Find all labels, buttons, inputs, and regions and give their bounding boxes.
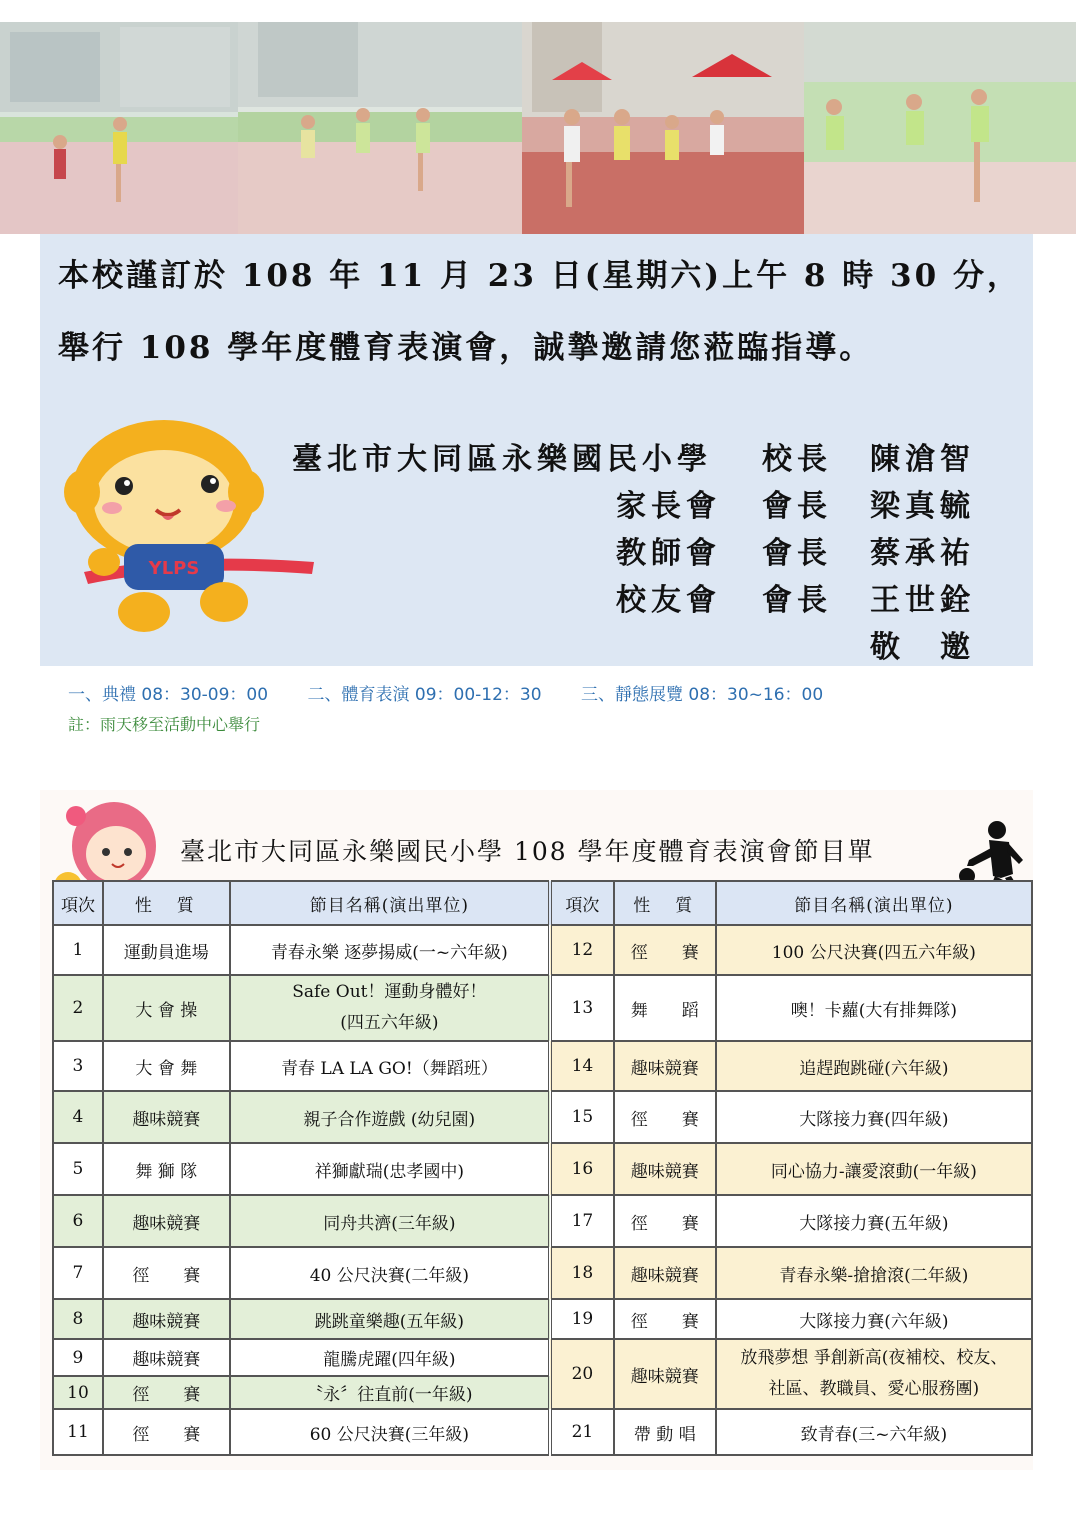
item-type: 趣味競賽: [614, 1247, 716, 1299]
item-no: 11: [53, 1409, 103, 1455]
table-row: [53, 1041, 1032, 1091]
item-type: 趣味競賽: [103, 1299, 230, 1339]
header-type-right: 性 質: [614, 881, 716, 925]
item-type: 徑 賽: [614, 1195, 716, 1247]
photo-runners-1: [0, 22, 238, 234]
invitation-purpose-line: 舉行 108 學年度體育表演會，誠摯邀請您蒞臨指導。: [58, 330, 874, 366]
item-name: 噢！卡蘿(大有排舞隊): [716, 975, 1032, 1041]
monkey-mascot-icon: [64, 412, 324, 652]
table-row: [53, 1299, 1032, 1339]
item-name: 同舟共濟(三年級): [230, 1195, 550, 1247]
item-type: 舞 獅 隊: [103, 1143, 230, 1195]
program-title: 臺北市大同區永樂國民小學 108 學年度體育表演會節目單: [180, 837, 875, 866]
header-type-left: 性 質: [103, 881, 230, 925]
table-row: [53, 925, 1032, 975]
item-name: 青春永樂-搶搶滾(二年級): [716, 1247, 1032, 1299]
item-no: 1: [53, 925, 103, 975]
header-no-left: 項次: [53, 881, 103, 925]
schedule-item-ceremony: 一、典禮 08：30-09：00: [68, 685, 269, 705]
item-name: Safe Out！運動身體好！: [292, 982, 487, 1002]
item-type: 徑 賽: [103, 1376, 230, 1409]
item-name: 放飛夢想 爭創新高(夜補校、校友、: [740, 1348, 1008, 1368]
signature-school-name: 陳滄智: [870, 442, 975, 477]
item-name: 60 公尺決賽(三年級): [230, 1409, 550, 1455]
item-name: 致青春(三~六年級): [716, 1409, 1032, 1455]
item-name: 追趕跑跳碰(六年級): [716, 1041, 1032, 1091]
photo-runners-3: [804, 22, 1076, 234]
item-no: 16: [550, 1143, 614, 1195]
item-type: 趣味競賽: [614, 1143, 716, 1195]
invitation-date-line: 本校謹訂於 108 年 11 月 23 日(星期六)上午 8 時 30 分，: [58, 258, 1021, 294]
item-name: 同心協力-讓愛滾動(一年級): [716, 1143, 1032, 1195]
item-no: 9: [53, 1339, 103, 1376]
item-name: 跳跳童樂趣(五年級): [230, 1299, 550, 1339]
item-type: 徑 賽: [103, 1409, 230, 1455]
table-row: [53, 1195, 1032, 1247]
signature-teachers-org: 教師會: [616, 536, 721, 571]
item-type: 徑 賽: [614, 1091, 716, 1143]
mascot-shirt-text: YLPS: [148, 558, 200, 579]
item-name: 青春 LA LA GO!（舞蹈班）: [230, 1041, 550, 1091]
item-no: 10: [53, 1376, 103, 1409]
signature-school-role: 校長: [762, 442, 832, 477]
item-no: 5: [53, 1143, 103, 1195]
item-no: 21: [550, 1409, 614, 1455]
item-type: 徑 賽: [614, 925, 716, 975]
signature-school-org: 臺北市大同區永樂國民小學: [292, 442, 712, 477]
header-name-left: 節目名稱(演出單位): [230, 881, 550, 925]
item-no: 6: [53, 1195, 103, 1247]
item-type: 趣味競賽: [103, 1091, 230, 1143]
item-type: 趣味競賽: [103, 1195, 230, 1247]
schedule-line: [68, 680, 857, 705]
item-no: 17: [550, 1195, 614, 1247]
item-type: 趣味競賽: [614, 1041, 716, 1091]
item-name: 龍騰虎躍(四年級): [230, 1339, 550, 1376]
signature-alumni-name: 王世銓: [870, 583, 975, 618]
item-name: 青春永樂 逐夢揚威(一~六年級): [230, 925, 550, 975]
item-no: 3: [53, 1041, 103, 1091]
item-no: 7: [53, 1247, 103, 1299]
header-no-right: 項次: [550, 881, 614, 925]
item-type: 帶 動 唱: [614, 1409, 716, 1455]
item-name: 大隊接力賽(五年級): [716, 1195, 1032, 1247]
item-name: 大隊接力賽(四年級): [716, 1091, 1032, 1143]
signature-parents-role: 會長: [762, 489, 832, 524]
program-table: [52, 880, 1033, 1456]
signature-parents-name: 梁真毓: [870, 489, 975, 524]
item-type: 大 會 操: [103, 975, 230, 1041]
item-no: 19: [550, 1299, 614, 1339]
item-name-multiline: [716, 1339, 1032, 1409]
rain-note: 註：雨天移至活動中心舉行: [68, 715, 261, 734]
item-no: 18: [550, 1247, 614, 1299]
closing-text: 敬 邀: [870, 630, 975, 665]
item-no: 8: [53, 1299, 103, 1339]
item-no: 12: [550, 925, 614, 975]
item-no: 20: [550, 1339, 614, 1409]
item-no: 4: [53, 1091, 103, 1143]
table-row: [53, 1247, 1032, 1299]
item-type: 徑 賽: [103, 1247, 230, 1299]
photo-relay: [522, 22, 804, 234]
item-type: 趣味競賽: [614, 1339, 716, 1409]
item-name: 100 公尺決賽(四五六年級): [716, 925, 1032, 975]
item-no: 2: [53, 975, 103, 1041]
photo-runners-2: [238, 22, 522, 234]
item-name: 大隊接力賽(六年級): [716, 1299, 1032, 1339]
signature-alumni-org: 校友會: [616, 583, 721, 618]
item-type: 趣味競賽: [103, 1339, 230, 1376]
item-no: 15: [550, 1091, 614, 1143]
table-row: [53, 1091, 1032, 1143]
item-no: 14: [550, 1041, 614, 1091]
photo-strip: [0, 22, 1076, 234]
table-row: [53, 975, 1032, 1041]
item-name: 40 公尺決賽(二年級): [230, 1247, 550, 1299]
item-type: 舞 蹈: [614, 975, 716, 1041]
item-name-multiline: [230, 975, 550, 1041]
item-name: 祥獅獻瑞(忠孝國中): [230, 1143, 550, 1195]
item-type: 徑 賽: [614, 1299, 716, 1339]
header-name-right: 節目名稱(演出單位): [716, 881, 1032, 925]
signature-teachers-role: 會長: [762, 536, 832, 571]
table-row: [53, 1409, 1032, 1455]
item-name: 〝永〞往直前(一年級): [230, 1376, 550, 1409]
item-name-line2: 社區、教職員、愛心服務團): [768, 1379, 980, 1399]
schedule-item-exhibition: 三、靜態展覽 08：30~16：00: [580, 685, 824, 705]
item-type: 大 會 舞: [103, 1041, 230, 1091]
item-name: 親子合作遊戲 (幼兒園): [230, 1091, 550, 1143]
item-no: 13: [550, 975, 614, 1041]
signature-parents-org: 家長會: [616, 489, 721, 524]
signature-teachers-name: 蔡承祐: [870, 536, 975, 571]
table-row: [53, 1143, 1032, 1195]
schedule-item-performance: 二、體育表演 09：00-12：30: [307, 685, 542, 705]
table-row: [53, 1339, 1032, 1376]
item-type: 運動員進場: [103, 925, 230, 975]
signature-alumni-role: 會長: [762, 583, 832, 618]
item-name-line2: (四五六年級): [340, 1013, 439, 1033]
table-header-row: [53, 881, 1032, 925]
